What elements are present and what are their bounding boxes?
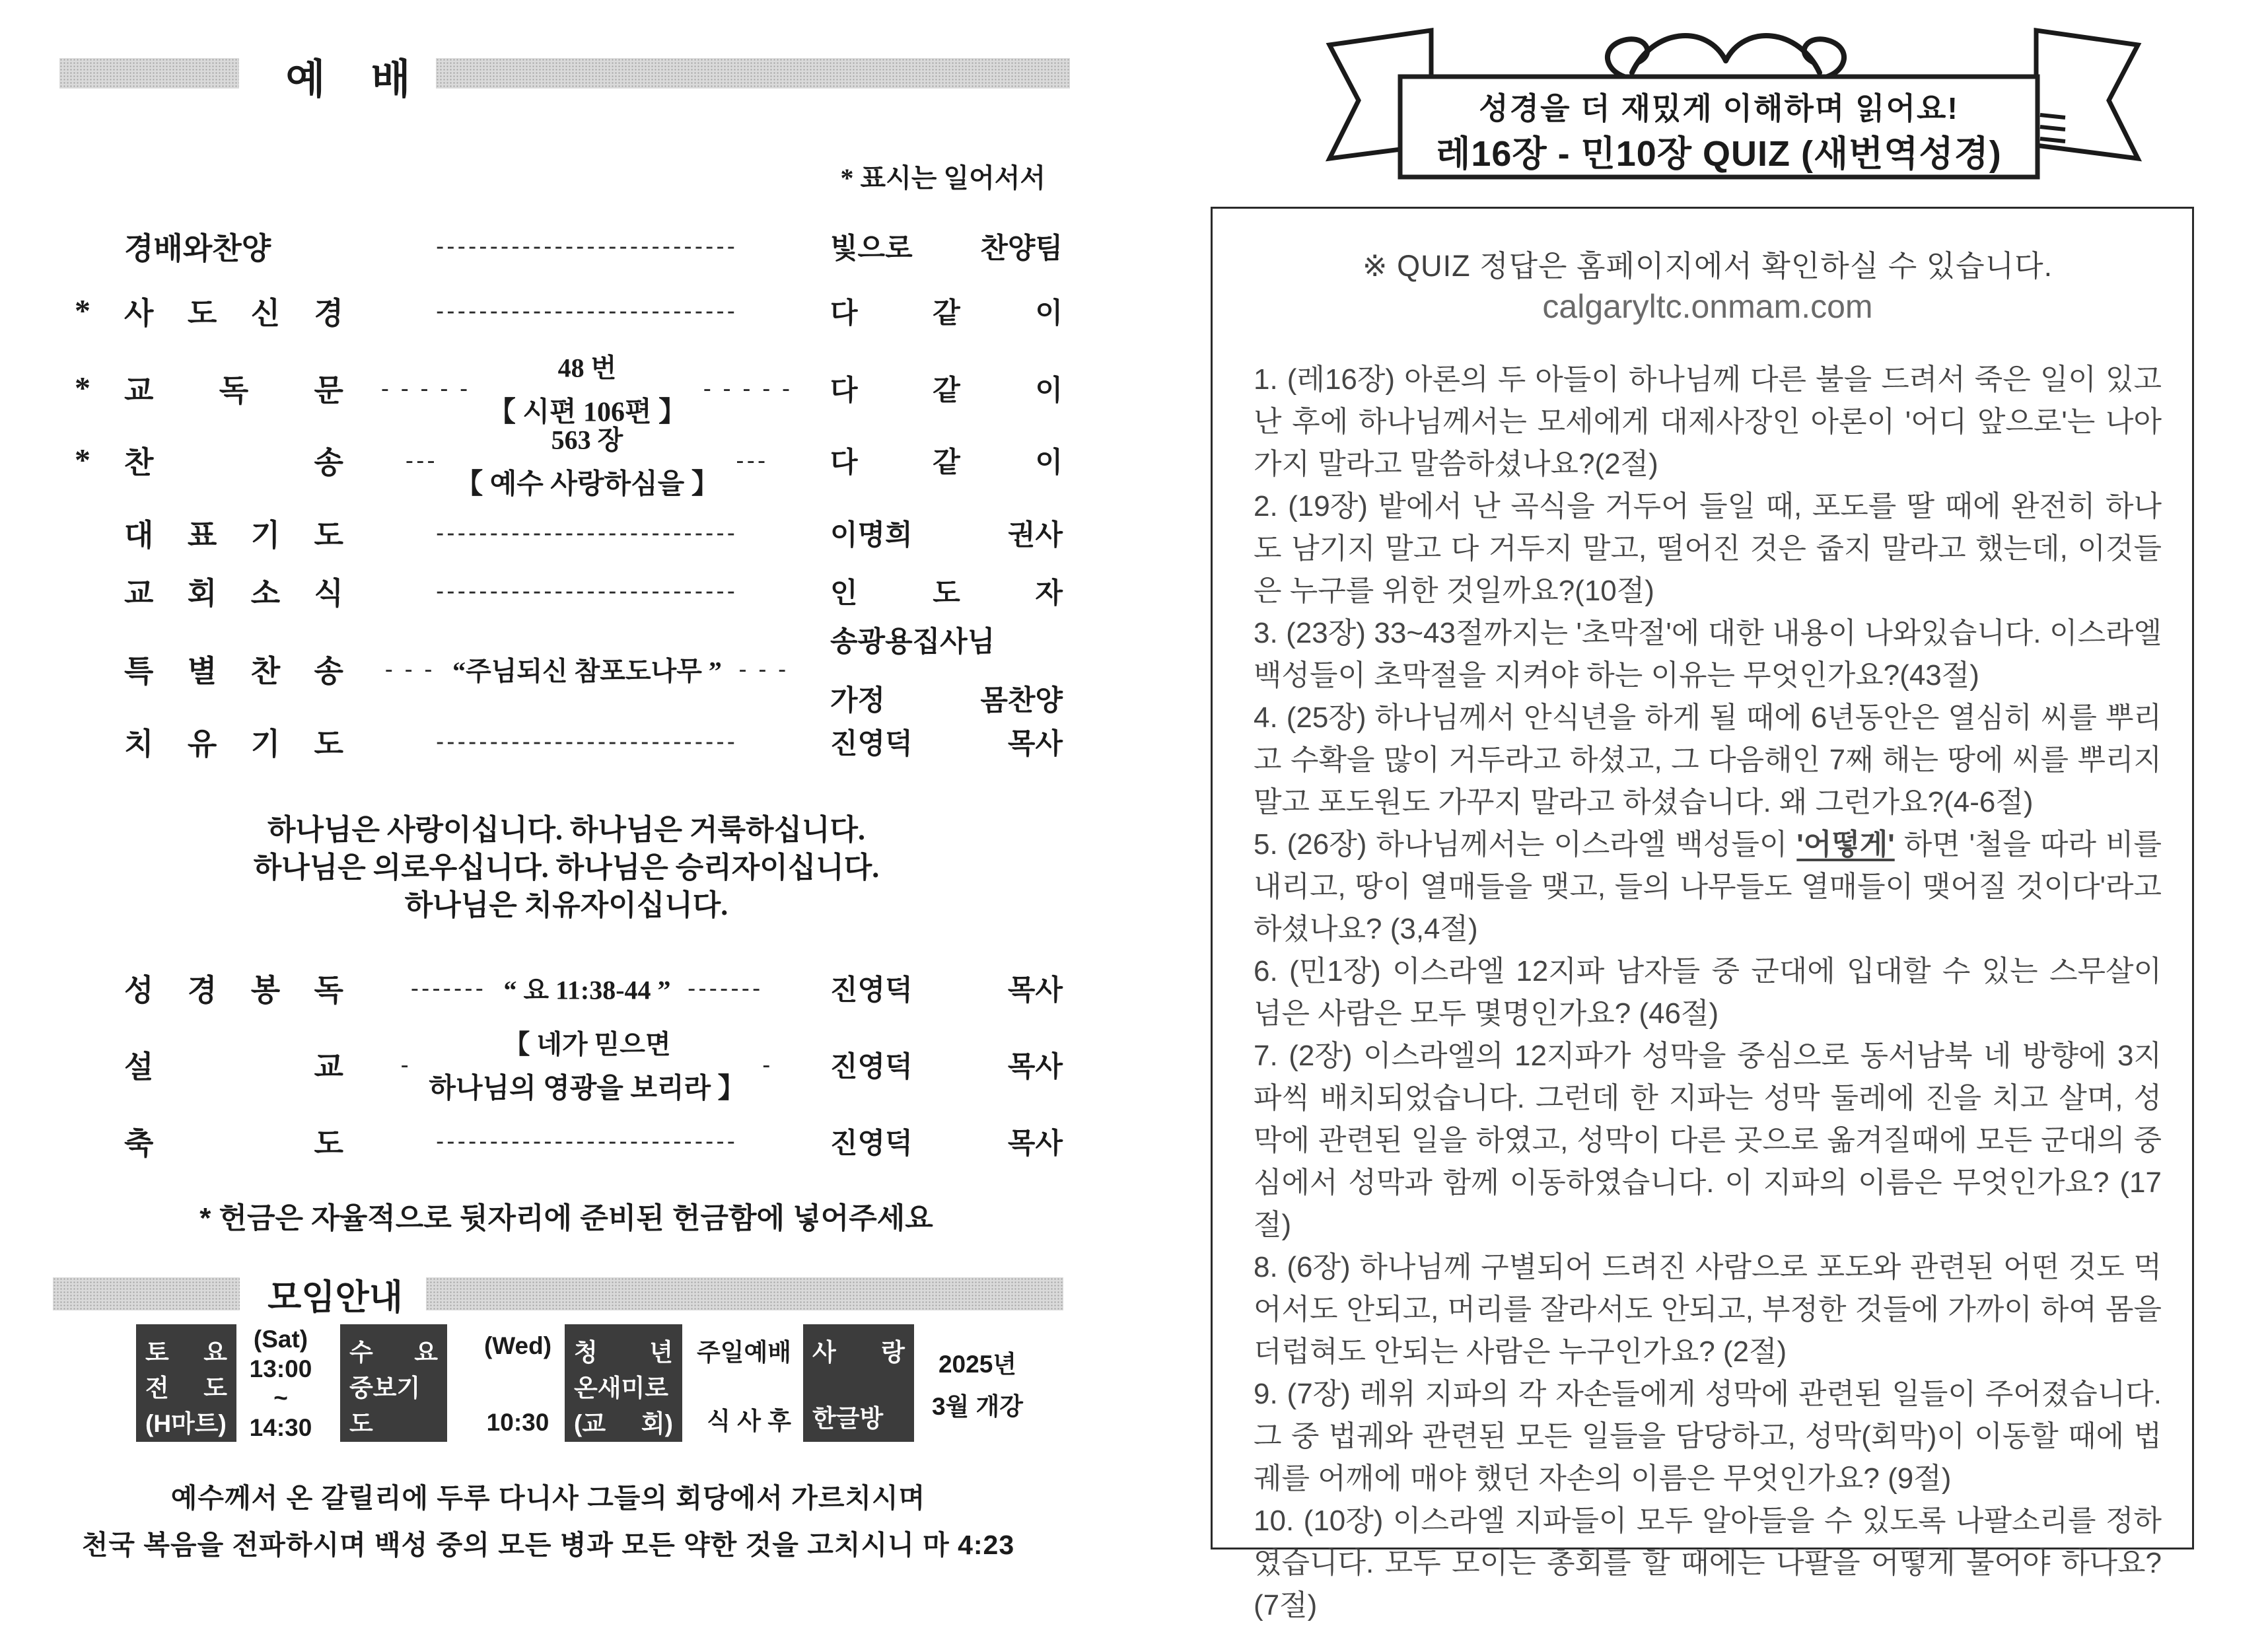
verse-line-1: 예수께서 온 갈릴리에 두루 다니사 그들의 회당에서 가르치시며 xyxy=(170,1483,926,1513)
row-value: 다 같 이 xyxy=(830,447,1063,479)
quiz-page xyxy=(1134,0,2268,1638)
row-value: 진영덕 목사 xyxy=(830,1128,1063,1160)
order-row-praise xyxy=(56,210,1077,283)
block-line: 토 요 xyxy=(145,1339,227,1366)
row-label: 성 경 봉 독 xyxy=(124,974,343,1007)
row-value: 진영덕 목사 xyxy=(830,975,1063,1007)
row-center-line2: 【 예수 사랑하심을 】 xyxy=(455,469,719,500)
quiz-item-6: 6. (민1장) 이스라엘 12지파 남자들 중 군대에 입대할 수 있는 스무살이 넘은 사람은 모두 몇명인가요? (46절) xyxy=(1254,955,2162,1030)
block-line: 수 요 xyxy=(349,1339,438,1366)
block-line: 중보기도 xyxy=(349,1374,421,1437)
header-bar-right xyxy=(426,1277,1063,1310)
order-row-sermon xyxy=(56,1015,1077,1114)
row-dashes: --- xyxy=(736,448,769,472)
standing-star: * xyxy=(75,293,90,329)
row-dashes: - - - xyxy=(385,657,436,681)
quiz-item-10: 10. (10장) 이스라엘 지파들이 모두 알아들을 수 있도록 나팔소리를 정하였습니다. 모두 모이는 총회를 할 때에는 나팔을 어떻게 불어야 하나요? (7절) xyxy=(1254,1505,2162,1621)
blessing-line: 하나님은 치유자이십니다. xyxy=(404,889,728,921)
order-row-church-news xyxy=(56,555,1077,627)
banner-ribbon xyxy=(1324,18,2143,188)
row-value: 진영덕 목사 xyxy=(830,729,1063,760)
header-bar-left xyxy=(53,1277,240,1310)
row-label: 대 표 기 도 xyxy=(124,518,343,552)
quiz-item-8: 8. (6장) 하나님께 구별되어 드려진 사람으로 포도와 관련된 어떤 것도 먹어서도 안되고, 머리를 잘라서도 안되고, 부정한 것들에 가까이 하여 몸을 더럽혀도 안되는 사람은 누구인가요? (2절) xyxy=(1254,1251,2162,1368)
worship-page xyxy=(56,0,1077,1638)
row-dashes: ---------------------------- xyxy=(436,1129,738,1153)
info-line: 14:30 xyxy=(249,1413,312,1441)
blessing-line: 하나님은 의로우십니다. 하나님은 승리자이십니다. xyxy=(253,851,880,884)
verse-line-2: 천국 복음을 전파하시며 백성 중의 모든 병과 모든 약한 것을 고치시니 마 4:23 xyxy=(81,1530,1015,1560)
info-line: 10:30 xyxy=(486,1409,549,1436)
info-line: 식 사 후 xyxy=(707,1407,791,1435)
row-center-line1: “ 요 11:38-44 ” xyxy=(503,975,671,1005)
info-line: ~ xyxy=(273,1384,288,1412)
quiz-box xyxy=(1211,207,2194,1621)
row-dashes: --- xyxy=(406,448,439,472)
standing-note: * 표시는 일어서서 xyxy=(840,163,1045,193)
quiz-item-1: 1. (레16장) 아론의 두 아들이 하나님께 다른 불을 드려서 죽은 일이 있고 난 후에 하나님께서는 모세에게 대제사장인 아론이 '어디 앞으로'는 나아가지 말라고 말씀하셨나요?(2절) xyxy=(1254,363,2162,480)
quiz-items xyxy=(1254,359,2162,1627)
info-line: 주일예배 xyxy=(697,1339,791,1366)
row-dashes: - xyxy=(401,1052,412,1077)
order-row-benediction xyxy=(56,1105,1077,1178)
header-bar-left xyxy=(59,58,239,89)
meeting-schedule xyxy=(56,1324,1077,1450)
row-label: 경배와찬양 xyxy=(124,232,271,266)
blessing-line: 하나님은 사랑이십니다. 하나님은 거룩하십니다. xyxy=(267,814,866,846)
page-title: 예 배 xyxy=(285,57,428,102)
blessing-paragraph xyxy=(56,811,1077,924)
meeting-title: 모임안내 xyxy=(267,1278,403,1317)
row-dashes: ------- xyxy=(411,976,487,1000)
block-line: (H마트) xyxy=(145,1410,227,1437)
order-row-apostles-creed xyxy=(56,275,1077,347)
row-dashes: - - - - - xyxy=(381,376,471,400)
banner-title: 성경을 더 재밌게 이해하며 읽어요! xyxy=(1479,91,1959,125)
row-label: 교 독 문 xyxy=(124,374,343,408)
info-line: 3월 개강 xyxy=(931,1393,1024,1420)
quiz-item-5-emphasis: '어떻게' xyxy=(1796,828,1895,861)
row-value: 인 도 자 xyxy=(830,578,1063,610)
standing-star: * xyxy=(75,443,90,478)
row-dashes: - xyxy=(762,1052,773,1077)
schedule-block-saturday-evangelism xyxy=(136,1324,236,1442)
row-value: 다 같 이 xyxy=(830,375,1063,407)
row-label: 특 별 찬 송 xyxy=(124,655,343,688)
quiz-homepage-url: calgaryltc.onmam.com xyxy=(1542,288,1873,325)
order-row-scripture-reading xyxy=(56,952,1077,1024)
row-dashes: ---------------------------- xyxy=(436,729,738,754)
schedule-info-wednesday-time xyxy=(479,1332,557,1437)
row-center-line1: “주님되신 참포도나무 ” xyxy=(452,656,722,686)
schedule-info-youth-time xyxy=(689,1332,791,1437)
row-dashes: ------- xyxy=(688,976,763,1000)
quiz-item-3: 3. (23장) 33~43절까지는 '초막절'에 대한 내용이 나와있습니다. 이스라엘 백성들이 초막절을 지켜야 하는 이유는 무엇인가요?(43절) xyxy=(1254,617,2162,692)
quiz-item-2: 2. (19장) 밭에서 난 곡식을 거두어 들일 때, 포도를 딸 때에 완전히 하나도 남기지 말고 다 거두지 말고, 떨어진 것은 줍지 말라고 했는데, 이것들은 누구를 위한 것일까요?(10절) xyxy=(1254,490,2162,607)
row-label: 치 유 기 도 xyxy=(124,727,343,761)
quiz-answer-note: ※ QUIZ 정답은 홈페이지에서 확인하실 수 있습니다. xyxy=(1362,249,2053,283)
row-center-line1: 48 번 xyxy=(557,353,617,383)
order-row-hymn xyxy=(56,411,1077,510)
row-dashes: ---------------------------- xyxy=(436,520,738,545)
row-dashes: - - - - - xyxy=(703,376,793,400)
schedule-info-hangul-start xyxy=(925,1324,1030,1442)
row-value: 진영덕 목사 xyxy=(830,1051,1063,1083)
row-label: 교 회 소 식 xyxy=(124,577,343,610)
worship-header xyxy=(56,46,1077,106)
info-line: 13:00 xyxy=(249,1355,312,1382)
banner-subtitle: 레16장 - 민10장 QUIZ (새번역성경) xyxy=(1436,134,2002,174)
quiz-item-5 xyxy=(1254,824,2162,950)
info-line: (Sat) xyxy=(253,1326,308,1353)
row-value: 이명희 권사 xyxy=(830,520,1063,552)
info-line: 2025년 xyxy=(938,1351,1017,1378)
schedule-block-wednesday-intercession xyxy=(340,1324,447,1442)
row-label: 설 교 xyxy=(124,1050,343,1084)
row-center-line1: 563 장 xyxy=(551,425,623,455)
row-value: 다 같 이 xyxy=(830,298,1063,330)
order-row-special-song xyxy=(56,620,1077,719)
order-row-healing-prayer xyxy=(56,705,1077,778)
block-line: 전 도 xyxy=(145,1374,227,1402)
row-dashes: ---------------------------- xyxy=(436,579,738,603)
quiz-item-7: 7. (2장) 이스라엘의 12지파가 성막을 중심으로 동서남북 네 방향에 3지파씩 배치되었습니다. 그런데 한 지파는 성막 둘레에 진을 치고 살며, 성막에 관련된 일을 하였고, 성막이 다른 곳으로 옮겨질때에 모든 군대의 중심에서 성막과 함께 이동하였습니다. 이 지파의 이름은 무엇인가요? (17절) xyxy=(1254,1040,2162,1241)
header-bar-right xyxy=(436,58,1070,89)
row-value-line2: 가정 몸찬양 xyxy=(830,686,1063,717)
row-value: 송광용집사님 xyxy=(830,627,995,658)
row-dashes: ---------------------------- xyxy=(436,299,738,323)
quiz-item-9: 9. (7장) 레위 지파의 각 자손들에게 성막에 관련된 일들이 주어졌습니다. 그 중 법궤와 관련된 모든 일들을 담당하고, 성막(회막)이 이동할 때에 법궤를 어깨에 매야 했던 자손의 이름은 무엇인가요? (9절) xyxy=(1254,1378,2162,1495)
block-line: 청 년 xyxy=(574,1339,673,1366)
row-center-line2: 【 시편 106편 】 xyxy=(487,397,687,428)
quiz-item-5-pre: 5. (26장) 하나님께서는 이스라엘 백성들이 xyxy=(1254,828,1797,861)
block-line: 사 랑 xyxy=(812,1339,905,1366)
row-value: 빛으로 찬양팀 xyxy=(830,233,1063,265)
schedule-block-youth-group xyxy=(565,1324,682,1442)
quiz-item-5-post: 하면 '철을 따라 비를 내리고, 땅이 열매들을 맺고, 들의 나무들도 열매들이 맺어질 것이다'라고 하셨나요? (3,4절) xyxy=(1254,828,2162,945)
offering-note: * 헌금은 자율적으로 뒷자리에 준비된 헌금함에 넣어주세요 xyxy=(199,1202,933,1234)
row-dashes: - - - xyxy=(738,657,789,681)
standing-star: * xyxy=(75,371,90,406)
row-label: 축 도 xyxy=(124,1127,343,1160)
info-line: (Wed) xyxy=(483,1332,552,1359)
row-center-line1: 【 네가 믿으면 xyxy=(503,1029,671,1059)
row-dashes: ---------------------------- xyxy=(436,234,738,258)
quiz-item-4: 4. (25장) 하나님께서 안식년을 하게 될 때에 6년동안은 열심히 씨를 뿌리고 수확을 많이 거두라고 하셨고, 그 다음해인 7째 해는 땅에 씨를 뿌리지 말고 포도원도 가꾸지 말라고 하셨습니다. 왜 그런가요?(4-6절) xyxy=(1254,701,2162,818)
meeting-header xyxy=(56,1269,1077,1322)
row-label: 사 도 신 경 xyxy=(124,297,343,330)
schedule-block-hangul-class xyxy=(803,1324,914,1442)
row-label: 찬 송 xyxy=(124,446,343,480)
block-line: 한글방 xyxy=(812,1405,884,1432)
schedule-info-saturday-time xyxy=(241,1326,320,1442)
block-line: (교 회) xyxy=(574,1410,673,1437)
block-line: 온새미로 xyxy=(574,1374,668,1402)
row-center-line2: 하나님의 영광을 보리라 】 xyxy=(429,1073,746,1104)
